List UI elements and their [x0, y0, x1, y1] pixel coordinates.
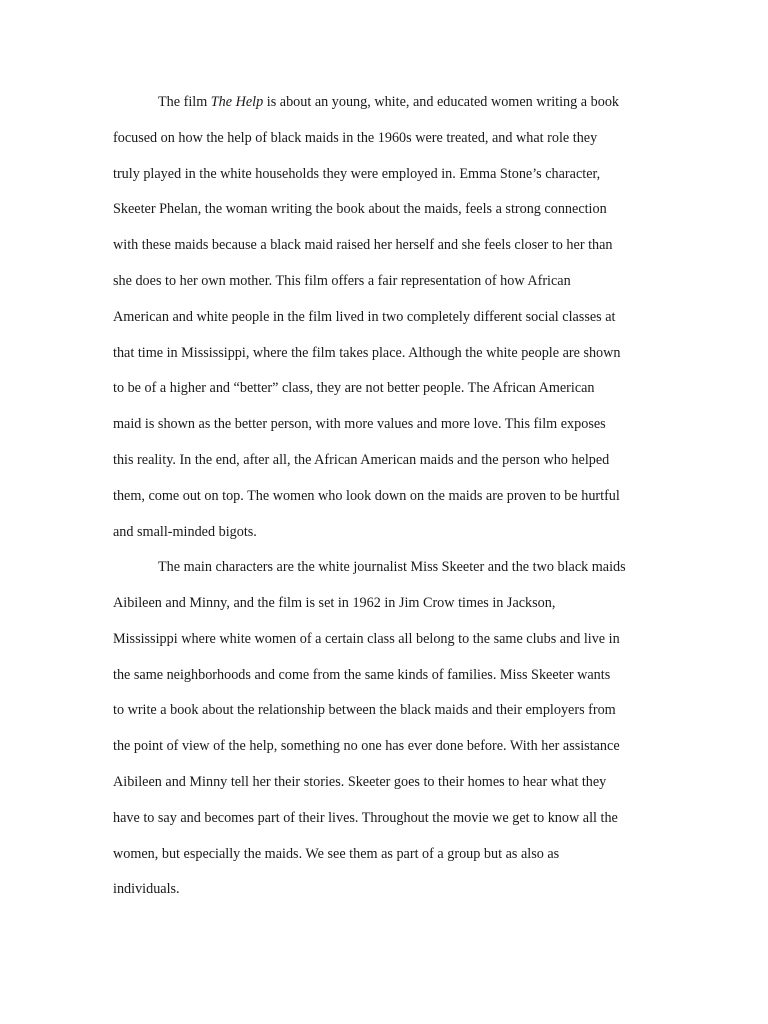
paragraph-1-line-13: and small-minded bigots. — [113, 523, 257, 540]
document-body — [113, 90, 658, 913]
paragraph-2-line-2: Aibileen and Minny, and the film is set in 1962 in Jim Crow times in Jackson, — [113, 594, 556, 611]
paragraph-2-line-5: to write a book about the relationship between the black maids and their employers from — [113, 702, 616, 719]
paragraph-2-line-6: the point of view of the help, something no one has ever done before. With her assistance — [113, 738, 620, 755]
paragraph-1-line-2: focused on how the help of black maids in the 1960s were treated, and what role they — [113, 129, 598, 146]
paragraph-2-line-3: Mississippi where white women of a certain class all belong to the same clubs and live in — [113, 630, 620, 647]
film-title: The Help — [210, 94, 264, 110]
paragraph-2-line-1: The main characters are the white journalist Miss Skeeter and the two black maids — [158, 559, 626, 576]
paragraph-1-line-6: she does to her own mother. This film offers a fair representation of how African — [113, 272, 571, 289]
text-run: is about an young, white, and educated women writing a book — [263, 94, 620, 110]
paragraph-1-line-1 — [113, 90, 658, 126]
paragraph-1-line-8: that time in Mississippi, where the film takes place. Although the white people are shown — [113, 344, 621, 361]
paragraph-1-line-12: them, come out on top. The women who look down on the maids are proven to be hurtful — [113, 487, 620, 504]
paragraph-2-line-10: individuals. — [113, 881, 180, 898]
paragraph-1-line-10: maid is shown as the better person, with more values and more love. This film exposes — [113, 416, 606, 433]
paragraph-1-line-7: American and white people in the film lived in two completely different social classes at — [113, 308, 616, 325]
text-run: The film — [158, 94, 211, 110]
paragraph-1-line-4: Skeeter Phelan, the woman writing the book about the maids, feels a strong connection — [113, 201, 607, 218]
paragraph-2-line-7: Aibileen and Minny tell her their stories. Skeeter goes to their homes to hear what they — [113, 773, 607, 790]
paragraph-2-line-8: have to say and becomes part of their lives. Throughout the movie we get to know all the — [113, 809, 618, 826]
paragraph-1-line-5: with these maids because a black maid raised her herself and she feels closer to her than — [113, 237, 613, 254]
paragraph-2-line-4: the same neighborhoods and come from the same kinds of families. Miss Skeeter wants — [113, 666, 611, 683]
paragraph-1-line-11: this reality. In the end, after all, the African American maids and the person who helped — [113, 451, 610, 468]
paragraph-1-line-9: to be of a higher and “better” class, they are not better people. The African American — [113, 380, 595, 397]
paragraph-2-line-9: women, but especially the maids. We see them as part of a group but as also as — [113, 845, 560, 862]
paragraph-1-line-3: truly played in the white households they were employed in. Emma Stone’s character, — [113, 165, 601, 182]
